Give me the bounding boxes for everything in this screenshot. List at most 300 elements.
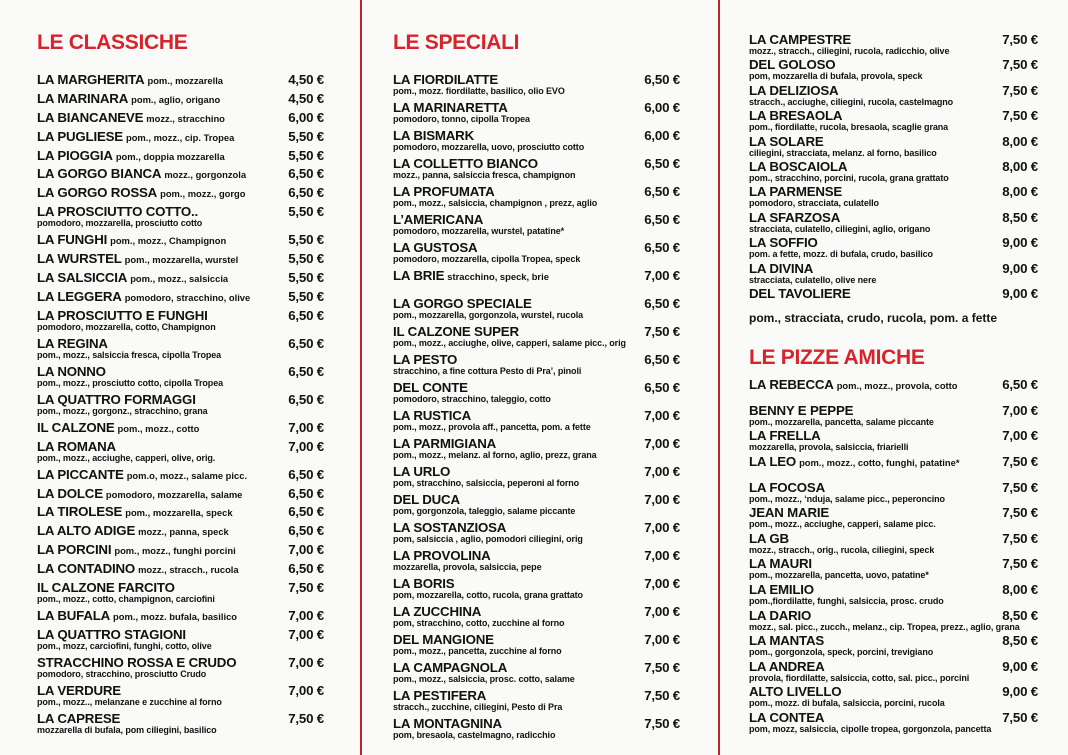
item-description: pom., mozzarella, pancetta, uovo, patatine* — [749, 570, 929, 581]
item-name: LA FIORDILATTE — [393, 72, 499, 87]
menu-item-info — [749, 210, 996, 234]
menu-item — [749, 134, 1038, 159]
item-price: 4,50 € — [288, 90, 324, 106]
item-name: LA FUNGHI — [37, 232, 108, 248]
item-ingredients: pom., mozzarella — [147, 75, 224, 86]
item-price: 9,00 € — [1002, 235, 1038, 251]
menu-item-info — [37, 655, 282, 679]
item-description: mozzarella di bufala, pom ciliegini, basilico — [37, 724, 217, 735]
menu-item-info — [749, 582, 996, 606]
item-price: 5,50 € — [288, 251, 324, 267]
menu-item-info — [393, 436, 638, 460]
menu-list-amiche — [749, 377, 1038, 735]
item-name: DEL MANGIONE — [393, 632, 494, 647]
menu-item-info — [37, 627, 282, 651]
item-name: LA CAPRESE — [37, 710, 121, 726]
item-name: LA BRIE — [393, 268, 445, 283]
column-classiche — [0, 0, 360, 755]
menu-item — [37, 148, 324, 167]
menu-item-info — [749, 531, 996, 555]
item-ingredients: mozz., stracch., rucola — [138, 564, 239, 576]
item-price: 6,50 € — [288, 523, 324, 539]
item-name: LA LEGGERA — [37, 288, 122, 304]
item-price: 4,50 € — [288, 72, 324, 87]
menu-item-info — [37, 110, 282, 126]
menu-item-info — [37, 336, 282, 360]
item-name: LA FRELLA — [749, 428, 821, 444]
item-price: 6,50 € — [644, 380, 680, 395]
menu-item-info — [37, 561, 282, 577]
item-description: pom., mozz., pancetta, zucchine al forno — [393, 646, 562, 656]
item-price: 8,50 € — [1002, 209, 1038, 225]
item-name: LA BRESAOLA — [749, 108, 843, 124]
item-ingredients: mozz., stracchino — [146, 112, 225, 124]
item-description: pom., mozzarella, pancetta, salame piccante — [749, 416, 934, 427]
item-name: LA ALTO ADIGE — [37, 523, 136, 539]
menu-item-info — [749, 377, 996, 393]
item-name: LA GORGO ROSSA — [37, 185, 158, 201]
item-name: LA PUGLIESE — [37, 128, 123, 144]
item-name: JEAN MARIE — [749, 505, 830, 521]
menu-item — [393, 688, 680, 716]
item-description: pomodoro, mozzarella, cotto, Champignon — [37, 321, 216, 332]
item-ingredients: pom., mozzarella, wurstel — [124, 254, 239, 266]
menu-item-info — [37, 129, 282, 145]
menu-item-info — [749, 505, 996, 529]
item-price: 7,00 € — [644, 632, 680, 647]
menu-item-info — [393, 156, 638, 180]
menu-item-info — [37, 580, 282, 604]
item-ingredients: pom., mozz., Champignon — [110, 235, 227, 247]
item-price: 9,00 € — [1002, 658, 1038, 674]
menu-item — [393, 632, 680, 660]
menu-item-info — [749, 159, 996, 183]
item-price: 6,50 € — [1002, 377, 1038, 393]
item-name: LA MAURI — [749, 556, 812, 572]
menu-item — [749, 428, 1038, 454]
item-price: 6,50 € — [288, 166, 324, 182]
menu-item — [749, 159, 1038, 184]
menu-item — [749, 582, 1038, 608]
item-description: pom, salsiccia , aglio, pomodori ciliegini, orig — [393, 534, 583, 544]
menu-item-info — [393, 492, 638, 516]
item-price: 6,50 € — [288, 391, 324, 407]
item-name: LA DOLCE — [37, 485, 103, 501]
item-description: provola, fiordilatte, salsiccia, cotto, sal. picc., porcini — [749, 672, 970, 683]
item-ingredients: pom., mozz., funghi porcini — [114, 545, 236, 557]
item-price: 6,50 € — [288, 335, 324, 351]
item-price: 7,00 € — [1002, 402, 1038, 418]
item-name: LA REGINA — [37, 335, 108, 351]
item-ingredients: pomodoro, mozzarella, salame — [105, 488, 243, 500]
menu-item-info — [37, 523, 282, 539]
item-description: pom.,fiordilatte, funghi, salsiccia, prosc. crudo — [749, 596, 944, 607]
item-name: LA GUSTOSA — [393, 240, 478, 255]
item-ingredients: pom., mozz., cotto, funghi, patatine* — [799, 457, 960, 469]
item-description: pom., mozz., salsiccia, champignon , prezz, aglio — [393, 198, 598, 208]
item-name: LA SFARZOSA — [749, 209, 841, 225]
menu-item-info — [749, 454, 996, 470]
item-ingredients: mozz., gorgonzola — [164, 169, 247, 181]
item-price: 6,50 € — [288, 363, 324, 379]
menu-item — [37, 232, 324, 251]
item-description: pom., mozz, carciofini, funghi, cotto, olive — [37, 640, 212, 651]
menu-item — [749, 684, 1038, 710]
menu-item-info — [393, 352, 638, 376]
menu-item — [37, 392, 324, 420]
item-price: 7,00 € — [1002, 428, 1038, 444]
menu-item — [393, 352, 680, 380]
item-price: 6,50 € — [644, 296, 680, 311]
item-name: LA URLO — [393, 464, 451, 479]
item-name: STRACCHINO ROSSA E CRUDO — [37, 654, 237, 670]
item-price: 7,00 € — [644, 604, 680, 619]
item-description: pom., mozz., ‘nduja, salame picc., peperoncino — [749, 493, 945, 504]
item-description: pom., mozz. di bufala, salsiccia, porcini, rucola — [749, 698, 945, 709]
menu-item — [37, 420, 324, 439]
menu-item-info — [749, 710, 996, 734]
menu-item — [393, 128, 680, 156]
item-price: 5,50 € — [288, 204, 324, 220]
item-price: 7,50 € — [1002, 710, 1038, 726]
item-ingredients: pom., mozz., cip. Tropea — [125, 131, 235, 143]
item-description: pom., mozz., cotto, champignon, carciofini — [37, 594, 215, 605]
menu-item — [37, 110, 324, 129]
item-name: LA PESTO — [393, 352, 458, 367]
menu-item — [749, 108, 1038, 133]
item-price: 7,00 € — [644, 520, 680, 535]
item-description: pom., mozz., gorgonz., stracchino, grana — [37, 405, 208, 416]
item-name: LA SOFFIO — [749, 235, 818, 251]
item-name: LA PROSCIUTTO COTTO.. — [37, 204, 199, 220]
item-price: 6,50 € — [644, 184, 680, 199]
menu-item — [37, 308, 324, 336]
item-price: 7,50 € — [1002, 556, 1038, 572]
menu-item — [37, 486, 324, 505]
menu-item-info — [749, 235, 996, 259]
item-name: IL CALZONE SUPER — [393, 324, 519, 339]
item-price: 7,50 € — [1002, 82, 1038, 98]
item-price: 6,50 € — [288, 466, 324, 482]
menu-item — [37, 561, 324, 580]
item-description: stracch., acciughe, ciliegini, rucola, castelmagno — [749, 96, 954, 107]
menu-item-info — [749, 261, 996, 285]
item-name: LA SOLARE — [749, 133, 824, 149]
menu-list-classiche — [37, 72, 324, 739]
item-price: 7,00 € — [288, 438, 324, 454]
item-price: 7,50 € — [644, 660, 680, 675]
item-price: 7,50 € — [644, 324, 680, 339]
item-description: pom. a fette, mozz. di bufala, crudo, basilico — [749, 249, 933, 260]
item-price: 7,50 € — [288, 580, 324, 596]
menu-item — [749, 531, 1038, 557]
menu-item-info — [393, 576, 638, 600]
item-name: LA COLLETTO BIANCO — [393, 156, 538, 171]
item-ingredients: stracchino, speck, brie — [447, 271, 549, 282]
item-description: pom., stracciata, crudo, rucola, pom. a fette — [749, 311, 998, 326]
item-price: 6,50 € — [644, 240, 680, 255]
item-name: LA REBECCA — [749, 377, 834, 393]
item-description: mozz., sal. picc., zucch., melanz., cip. Tropea, prezz., aglio, grana — [749, 621, 1020, 632]
section-title-classiche: LE CLASSICHE — [37, 31, 188, 54]
item-description: pom, bresaola, castelmagno, radicchio — [393, 730, 556, 740]
item-price: 5,50 € — [288, 270, 324, 286]
item-name: LA ROMANA — [37, 438, 116, 454]
menu-item-info — [393, 632, 638, 656]
menu-item-info — [393, 408, 638, 432]
menu-item — [37, 711, 324, 739]
menu-item-info — [749, 684, 996, 708]
menu-item — [37, 655, 324, 683]
item-description: pom, stracchino, salsiccia, peperoni al forno — [393, 478, 580, 488]
menu-item — [749, 608, 1038, 634]
item-price: 6,00 € — [288, 109, 324, 125]
menu-item — [37, 523, 324, 542]
item-name: LA GORGO SPECIALE — [393, 296, 532, 311]
menu-item-info — [393, 660, 638, 684]
item-description: pom., gorgonzola, speck, porcini, trevigiano — [749, 647, 934, 658]
menu-item — [37, 504, 324, 523]
item-description: pom., fiordilatte, rucola, bresaola, scaglie grana — [749, 122, 949, 133]
item-price: 7,00 € — [644, 408, 680, 423]
item-price: 6,50 € — [288, 561, 324, 577]
item-name: LA BOSCAIOLA — [749, 158, 848, 174]
item-name: LA ZUCCHINA — [393, 604, 482, 619]
item-name: LA SALSICCIA — [37, 270, 128, 286]
item-price: 7,00 € — [288, 654, 324, 670]
item-price: 6,50 € — [288, 485, 324, 501]
menu-item — [749, 710, 1038, 736]
item-price: 7,00 € — [644, 464, 680, 479]
menu-item-info — [37, 711, 282, 735]
menu-item — [37, 467, 324, 486]
item-description: pom., mozzarella, gorgonzola, wurstel, rucola — [393, 310, 584, 320]
column-speciali — [362, 0, 718, 755]
item-ingredients: pom., mozz., provola, cotto — [836, 380, 958, 392]
menu-item-info — [393, 212, 638, 236]
menu-item — [749, 210, 1038, 235]
item-description: pomodoro, stracchino, taleggio, cotto — [393, 394, 551, 404]
menu-item-info — [393, 268, 638, 284]
menu-item-info — [37, 185, 282, 201]
menu-item — [37, 166, 324, 185]
item-price: 7,00 € — [288, 608, 324, 624]
item-description: pom, stracchino, cotto, zucchine al forno — [393, 618, 565, 628]
item-name: LA ANDREA — [749, 658, 825, 674]
menu-item-info — [749, 57, 996, 81]
item-ingredients: pom.o, mozz., salame picc. — [126, 469, 248, 481]
item-name: LA DELIZIOSA — [749, 82, 839, 98]
menu-item — [749, 480, 1038, 506]
menu-item-info — [37, 148, 282, 164]
item-price: 5,50 € — [288, 288, 324, 304]
item-name: LA LEO — [749, 454, 797, 470]
item-name: LA MONTAGNINA — [393, 716, 502, 731]
menu-item-info — [749, 134, 996, 158]
item-price: 6,00 € — [644, 100, 680, 115]
item-name: IL CALZONE FARCITO — [37, 580, 175, 596]
item-name: LA PROVOLINA — [393, 548, 491, 563]
menu-item — [749, 83, 1038, 108]
item-price: 6,50 € — [288, 307, 324, 323]
menu-item — [749, 235, 1038, 260]
menu-item-info — [393, 184, 638, 208]
item-price: 7,50 € — [1002, 454, 1038, 470]
item-name: LA DIVINA — [749, 260, 814, 276]
menu-item-info — [37, 504, 282, 520]
menu-item — [37, 364, 324, 392]
menu-item — [393, 660, 680, 688]
item-name: L’AMERICANA — [393, 212, 484, 227]
menu-item-info — [393, 380, 638, 404]
item-name: LA TIROLESE — [37, 504, 123, 520]
item-description: pom., stracchino, porcini, rucola, grana grattato — [749, 172, 949, 183]
item-description: pom., mozz., acciughe, olive, capperi, salame picc., orig — [393, 338, 626, 348]
item-description: stracch., zucchine, ciliegini, Pesto di Pra — [393, 702, 563, 712]
item-description: pom., mozz., provola aff., pancetta, pom. a fette — [393, 422, 591, 432]
section-title-amiche: LE PIZZE AMICHE — [749, 346, 925, 370]
menu-item — [393, 268, 680, 296]
menu-item — [37, 129, 324, 148]
item-ingredients: pom., aglio, origano — [131, 93, 221, 105]
item-ingredients: pom., mozz. bufala, basilico — [113, 611, 238, 623]
item-name: LA VERDURE — [37, 682, 121, 698]
item-price: 7,50 € — [644, 688, 680, 703]
item-name: LA QUATTRO FORMAGGI — [37, 391, 196, 407]
menu-item — [393, 492, 680, 520]
menu-item — [37, 204, 324, 232]
item-ingredients: pom., doppia mozzarella — [115, 150, 225, 162]
item-price: 5,50 € — [288, 128, 324, 144]
menu-item — [37, 289, 324, 308]
item-name: LA RUSTICA — [393, 408, 472, 423]
item-name: LA GORGO BIANCA — [37, 166, 162, 182]
menu-item — [749, 57, 1038, 82]
menu-item-info — [393, 604, 638, 628]
item-price: 7,50 € — [644, 716, 680, 731]
menu-item-info — [393, 128, 638, 152]
item-name: DEL TAVOLIERE — [749, 285, 851, 301]
menu-item-info — [393, 324, 638, 348]
menu-item — [37, 185, 324, 204]
item-description: mozzarella, provola, salsiccia, friarielli — [749, 442, 909, 453]
menu-item — [393, 212, 680, 240]
menu-item-info — [749, 32, 996, 56]
menu-item — [393, 100, 680, 128]
menu-item-info — [37, 608, 282, 624]
item-description: mozz., stracch., ciliegini, rucola, radicchio, olive — [749, 46, 950, 56]
item-description: pom., mozz. fiordilatte, basilico, olio EVO — [393, 86, 565, 96]
menu-item-info — [393, 688, 638, 712]
item-price: 7,00 € — [644, 576, 680, 591]
item-name: LA PORCINI — [37, 542, 112, 558]
section-title-speciali: LE SPECIALI — [393, 31, 520, 54]
menu-item — [749, 286, 1038, 311]
item-name: LA BORIS — [393, 576, 455, 591]
item-description: pom, mozzarella di bufala, provola, speck — [749, 71, 923, 82]
menu-item-info — [37, 91, 282, 107]
menu-item — [393, 72, 680, 100]
menu-item — [749, 556, 1038, 582]
menu-item — [37, 72, 324, 91]
item-price: 6,50 € — [288, 185, 324, 201]
item-name: DEL GOLOSO — [749, 57, 836, 73]
menu-item — [393, 296, 680, 324]
item-price: 7,00 € — [644, 492, 680, 507]
item-description: pomodoro, tonno, cipolla Tropea — [393, 114, 530, 124]
menu-item-info — [393, 240, 638, 264]
menu-item-info — [37, 166, 282, 182]
item-price: 9,00 € — [1002, 285, 1038, 301]
item-price: 8,00 € — [1002, 133, 1038, 149]
menu-item-info — [749, 286, 996, 301]
item-description: pom., mozz., acciughe, capperi, olive, orig. — [37, 452, 216, 463]
item-description: mozzarella, provola, salsiccia, pepe — [393, 562, 542, 572]
menu-item — [393, 576, 680, 604]
menu-item — [393, 324, 680, 352]
item-name: DEL CONTE — [393, 380, 468, 395]
menu-item — [393, 408, 680, 436]
menu-item-info — [749, 480, 996, 504]
item-price: 9,00 € — [1002, 260, 1038, 276]
menu-item — [393, 156, 680, 184]
menu-item — [749, 377, 1038, 403]
menu-item — [749, 184, 1038, 209]
item-description: pom., mozz., prosciutto cotto, cipolla Tropea — [37, 377, 224, 388]
menu-item-info — [749, 108, 996, 132]
item-ingredients: pom., mozz., salsiccia — [130, 273, 229, 285]
item-price: 7,50 € — [1002, 57, 1038, 73]
item-price: 7,50 € — [1002, 505, 1038, 521]
menu-item — [37, 251, 324, 270]
item-price: 7,50 € — [1002, 479, 1038, 495]
menu-item-info — [37, 72, 282, 88]
item-description: mozz., panna, salsiccia fresca, champignon — [393, 170, 576, 180]
menu-item-info — [749, 659, 996, 683]
item-description: pom., mozz., acciughe, capperi, salame picc. — [749, 519, 936, 530]
menu-item-info — [37, 392, 282, 416]
menu-item-info — [37, 467, 282, 483]
item-name: BENNY E PEPPE — [749, 402, 854, 418]
menu-item-info — [393, 100, 638, 124]
item-description: pom, mozz, salsiccia, cipolle tropea, gorgonzola, pancetta — [749, 724, 992, 735]
item-name: LA MARINARA — [37, 90, 129, 106]
item-ingredients: mozz., panna, speck — [138, 526, 229, 538]
menu-item — [37, 608, 324, 627]
menu-item-info — [37, 542, 282, 558]
item-price: 7,00 € — [644, 436, 680, 451]
item-name: LA BIANCANEVE — [37, 109, 144, 125]
menu-item — [393, 184, 680, 212]
column-special-and-amiche — [720, 0, 1068, 755]
item-price: 7,00 € — [288, 542, 324, 558]
menu-item — [393, 464, 680, 492]
menu-item-info — [37, 204, 282, 228]
menu-item — [393, 520, 680, 548]
item-description: stracciata, culatello, olive nere — [749, 274, 877, 285]
item-price: 7,50 € — [288, 710, 324, 726]
menu-item-info — [37, 439, 282, 463]
item-name: LA FOCOSA — [749, 479, 826, 495]
menu-item — [393, 604, 680, 632]
item-name: LA PESTIFERA — [393, 688, 487, 703]
item-description: ciliegini, stracciata, melanz. al forno, basilico — [749, 147, 937, 158]
item-ingredients: pom., mozzarella, speck — [125, 507, 233, 519]
menu-item — [749, 454, 1038, 480]
item-price: 8,50 € — [1002, 607, 1038, 623]
item-description: stracchino, a fine cottura Pesto di Pra’, pinoli — [393, 366, 582, 376]
item-name: LA GB — [749, 530, 789, 546]
